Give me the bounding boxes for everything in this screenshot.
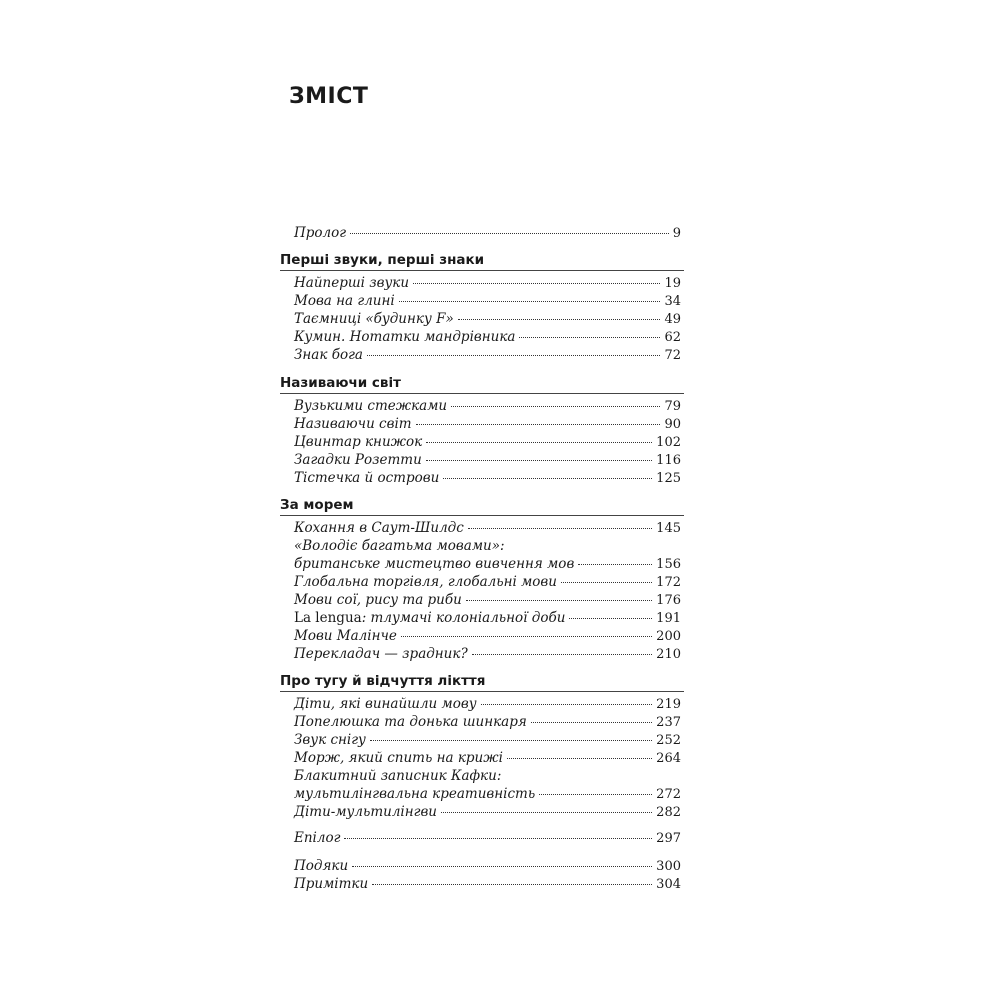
toc-entry[interactable] — [294, 695, 681, 713]
toc-entry[interactable] — [294, 346, 681, 364]
entry-title: Мови сої, рису та риби — [294, 592, 462, 608]
entry-title-line1: Блакитний записник Кафки: — [294, 768, 502, 784]
entry-title: Пролог — [294, 225, 347, 241]
entry-page: 252 — [656, 733, 681, 748]
dot-leader — [370, 740, 652, 741]
toc-entry[interactable] — [294, 785, 681, 803]
toc-entry[interactable] — [294, 645, 681, 663]
entry-page: 176 — [656, 593, 681, 608]
entry-page: 172 — [656, 575, 681, 590]
dot-leader — [519, 337, 660, 338]
entry-title: Діти-мультилінгви — [294, 804, 437, 820]
toc-entry[interactable] — [294, 803, 681, 821]
entry-title: Глобальна торгівля, глобальні мови — [294, 574, 557, 590]
entry-title: Примітки — [294, 876, 369, 892]
toc-entry[interactable] — [294, 415, 681, 433]
entry-page: 102 — [656, 435, 681, 450]
entry-page: 125 — [656, 471, 681, 486]
entry-title: Вузькими стежками — [294, 398, 448, 414]
section-divider — [280, 393, 684, 394]
entry-title: Кумин. Нотатки мандрівника — [294, 329, 516, 345]
toc-entry[interactable] — [294, 292, 681, 310]
toc-entry[interactable] — [294, 713, 681, 731]
entry-title: Кохання в Саут-Шилдс — [294, 520, 464, 536]
section-title: Називаючи світ — [280, 375, 401, 391]
entry-page: 237 — [656, 715, 681, 730]
entry-title: Морж, який спить на крижі — [294, 750, 503, 766]
entry-page: 219 — [656, 697, 681, 712]
entry-title: Епілог — [294, 830, 341, 846]
section-title: За морем — [280, 497, 354, 513]
dot-leader — [401, 636, 652, 637]
entry-title: Діти, які винайшли мову — [294, 696, 477, 712]
entry-title: Цвинтар книжок — [294, 434, 423, 450]
dot-leader — [451, 406, 660, 407]
entry-page: 200 — [656, 629, 681, 644]
dot-leader — [569, 618, 652, 619]
entry-title: Попелюшка та донька шинкаря — [294, 714, 527, 730]
entry-title: Таємниці «будинку F» — [294, 311, 454, 327]
entry-title: Мови Малінче — [294, 628, 397, 644]
entry-page: 9 — [672, 226, 681, 241]
section-divider — [280, 515, 684, 516]
entry-title: Знак бога — [294, 347, 363, 363]
dot-leader — [344, 838, 652, 839]
toc-entry[interactable] — [294, 749, 681, 767]
toc-entry[interactable] — [294, 274, 681, 292]
toc-entry[interactable] — [294, 397, 681, 415]
dot-leader — [399, 301, 661, 302]
section-title: Перші звуки, перші знаки — [280, 252, 485, 268]
entry-title: Перекладач — зрадник? — [294, 646, 468, 662]
entry-title: Називаючи світ — [294, 416, 412, 432]
toc-entry[interactable] — [294, 731, 681, 749]
dot-leader — [466, 600, 652, 601]
entry-page: 191 — [656, 611, 681, 626]
dot-leader — [561, 582, 652, 583]
dot-leader — [372, 884, 652, 885]
toc-entry-notes[interactable] — [294, 875, 681, 893]
entry-page: 156 — [656, 557, 681, 572]
dot-leader — [458, 319, 661, 320]
entry-page: 116 — [656, 453, 681, 468]
toc-entry[interactable] — [294, 310, 681, 328]
toc-entry[interactable] — [294, 469, 681, 487]
dot-leader — [443, 478, 652, 479]
entry-title: Загадки Розетти — [294, 452, 422, 468]
entry-title: Подяки — [294, 858, 349, 874]
entry-page: 300 — [656, 859, 681, 874]
toc-entry[interactable] — [294, 328, 681, 346]
page-title: ЗМІСТ — [289, 84, 369, 109]
entry-page: 210 — [656, 647, 681, 662]
toc-entry-acknowledgements[interactable] — [294, 857, 681, 875]
entry-title: Найперші звуки — [294, 275, 410, 291]
entry-title: британське мистецтво вивчення мов — [294, 556, 575, 572]
entry-title: Мова на глині — [294, 293, 395, 309]
dot-leader — [426, 460, 652, 461]
entry-title: Тістечка й острови — [294, 470, 440, 486]
entry-page: 297 — [656, 831, 681, 846]
entry-page: 34 — [664, 294, 681, 309]
entry-page: 304 — [656, 877, 681, 892]
section-title: Про тугу й відчуття лікття — [280, 673, 486, 689]
toc-entry[interactable] — [294, 591, 681, 609]
dot-leader — [350, 233, 669, 234]
entry-page: 264 — [656, 751, 681, 766]
toc-entry-epilogue[interactable] — [294, 829, 681, 847]
entry-title: Звук снігу — [294, 732, 366, 748]
entry-page: 72 — [664, 348, 681, 363]
toc-entry[interactable] — [294, 627, 681, 645]
toc-entry[interactable] — [294, 519, 681, 537]
dot-leader — [468, 528, 652, 529]
entry-page: 145 — [656, 521, 681, 536]
toc-entry[interactable] — [294, 609, 681, 627]
toc-entry-prologue[interactable] — [294, 224, 681, 242]
entry-title: : тлумачі колоніальної доби — [361, 610, 566, 626]
dot-leader — [531, 722, 652, 723]
entry-title-line1: «Володіє багатьма мовами»: — [294, 538, 505, 554]
dot-leader — [367, 355, 661, 356]
dot-leader — [472, 654, 652, 655]
toc-entry[interactable] — [294, 433, 681, 451]
dot-leader — [352, 866, 652, 867]
toc-entry[interactable] — [294, 573, 681, 591]
entry-page: 90 — [664, 417, 681, 432]
toc-entry[interactable] — [294, 451, 681, 469]
toc-entry[interactable] — [294, 555, 681, 573]
entry-page: 282 — [656, 805, 681, 820]
entry-page: 19 — [664, 276, 681, 291]
dot-leader — [539, 794, 652, 795]
section-divider — [280, 270, 684, 271]
dot-leader — [416, 424, 661, 425]
entry-page: 62 — [664, 330, 681, 345]
dot-leader — [481, 704, 653, 705]
dot-leader — [426, 442, 652, 443]
dot-leader — [413, 283, 660, 284]
dot-leader — [441, 812, 652, 813]
entry-page: 79 — [664, 399, 681, 414]
entry-title-prefix: La lengua — [294, 610, 362, 626]
section-divider — [280, 691, 684, 692]
dot-leader — [507, 758, 652, 759]
dot-leader — [578, 564, 652, 565]
entry-page: 49 — [664, 312, 681, 327]
entry-title: мультилінгвальна креативність — [294, 786, 536, 802]
entry-page: 272 — [656, 787, 681, 802]
